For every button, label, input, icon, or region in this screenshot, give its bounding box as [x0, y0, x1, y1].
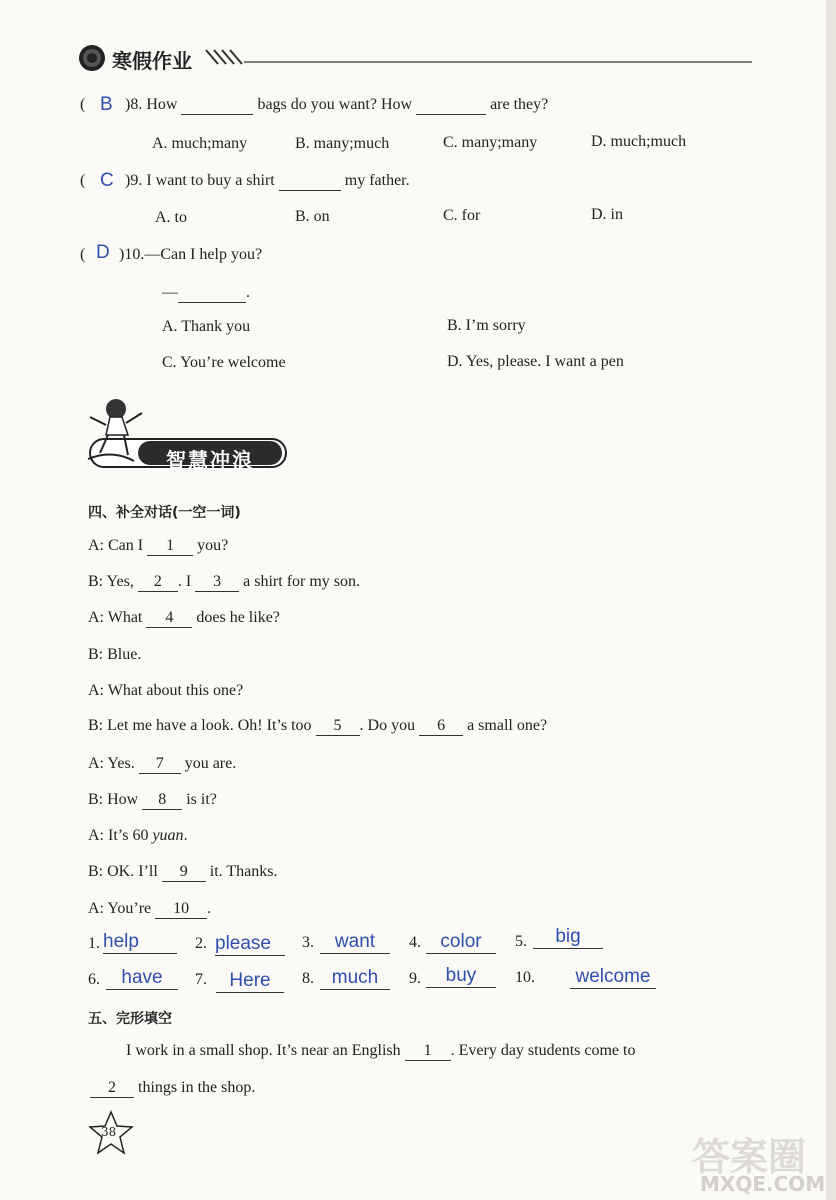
option: A. to	[155, 209, 187, 226]
option: A. much;many	[152, 135, 248, 152]
dialogue-line: B: Let me have a look. Oh! It’s too 5 . Do you 6 a small one?	[88, 717, 548, 734]
handwritten-answer: have	[106, 967, 178, 990]
dialogue-line: A: Yes. 7 you are.	[88, 755, 237, 772]
option: D. Yes, please. I want a pen	[447, 353, 624, 370]
option: C. for	[443, 207, 481, 224]
dialogue-line: A: It’s 60 yuan.	[88, 827, 188, 844]
header-badge-icon	[78, 44, 106, 72]
handwritten-answer: want	[320, 931, 390, 954]
dialogue-line: B: OK. I’ll 9 it. Thanks.	[88, 863, 278, 880]
option: D. in	[591, 206, 623, 223]
option: B. on	[295, 208, 330, 225]
dialogue-line: A: What 4 does he like?	[88, 609, 280, 626]
handwritten-answer: color	[426, 931, 496, 954]
blank: 1	[147, 537, 193, 556]
header-rule	[202, 46, 762, 68]
option: D. much;much	[591, 133, 687, 150]
blank: 9	[162, 863, 206, 882]
answer-mark: D	[96, 242, 110, 263]
page-edge-shadow	[826, 0, 836, 1200]
blank: 1	[405, 1042, 451, 1061]
blank: 7	[139, 755, 181, 774]
paragraph-line: 2 things in the shop.	[90, 1079, 255, 1098]
section-heading: 五、完形填空	[88, 1011, 172, 1027]
dialogue-line: A: Can I 1 you?	[88, 537, 229, 554]
blank	[178, 284, 246, 303]
dialogue-line: B: How 8 is it?	[88, 791, 217, 808]
banner-title: 智慧冲浪	[166, 448, 254, 472]
blank: 8	[142, 791, 182, 810]
option: C. You’re welcome	[162, 354, 286, 371]
blank: 2	[138, 573, 178, 592]
paragraph-line: I work in a small shop. It’s near an English 1 . Every day students come to	[126, 1042, 636, 1059]
blank	[416, 96, 486, 115]
handwritten-answer: buy	[426, 965, 496, 988]
blank: 5	[316, 717, 360, 736]
blank	[181, 96, 253, 115]
option: C. many;many	[443, 134, 538, 151]
dialogue-line: A: You’re 10 .	[88, 900, 212, 917]
handwritten-answer: please	[215, 933, 285, 956]
option: B. many;much	[295, 135, 390, 152]
handwritten-answer: welcome	[570, 966, 656, 989]
handwritten-answer: big	[533, 926, 603, 949]
section-heading: 四、补全对话(一空一词)	[88, 505, 241, 521]
option: A. Thank you	[162, 318, 251, 335]
answer-mark: B	[100, 94, 113, 115]
blank: 10	[155, 900, 207, 919]
blank: 2	[90, 1079, 134, 1098]
handwritten-answer: help	[103, 931, 177, 954]
blank	[279, 172, 341, 191]
blank: 3	[195, 573, 239, 592]
blank: 6	[419, 717, 463, 736]
option: B. I’m sorry	[447, 317, 526, 334]
dialogue-line: B: Yes, 2 . I 3 a shirt for my son.	[88, 573, 361, 590]
answer-mark: C	[100, 170, 114, 191]
handwritten-answer: Here	[216, 970, 284, 993]
header-title: 寒假作业	[112, 49, 192, 73]
blank: 4	[146, 609, 192, 628]
dialogue-line: B: Blue.	[88, 646, 142, 663]
handwritten-answer: much	[320, 967, 390, 990]
dialogue-line: A: What about this one?	[88, 682, 244, 699]
